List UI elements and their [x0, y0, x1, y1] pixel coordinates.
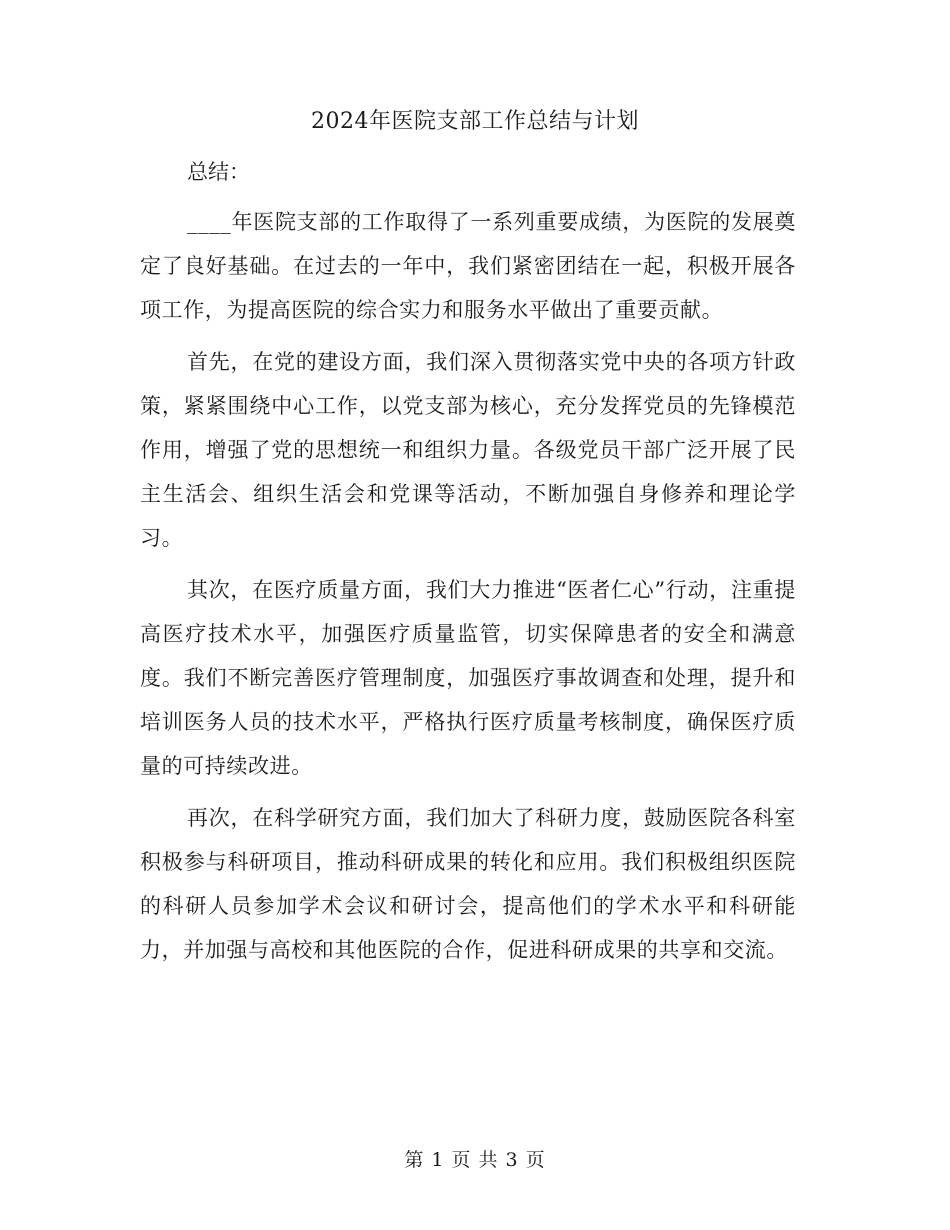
page-number-footer: 第 1 页 共 3 页: [404, 1149, 546, 1171]
summary-label: 总结：: [187, 160, 250, 184]
paragraph-intro: ____年医院支部的工作取得了一系列重要成绩，为医院的发展奠定了良好基础。在过去的一年中，我们紧密团结在一起，积极开展各项工作，为提高医院的综合实力和服务水平做出了重要贡献。: [140, 210, 796, 322]
paragraph-research: 再次，在科学研究方面，我们加大了科研力度，鼓励医院各科室积极参与科研项目，推动科研成果的转化和应用。我们积极组织医院的科研人员参加学术会议和研讨会，提高他们的学术水平和科研能力，并加强与高校和其他医院的合作，促进科研成果的共享和交流。: [140, 806, 796, 962]
document-body: [140, 152, 796, 972]
paragraph-party-building: 首先，在党的建设方面，我们深入贯彻落实党中央的各项方针政策，紧紧围绕中心工作，以党支部为核心，充分发挥党员的先锋模范作用，增强了党的思想统一和组织力量。各级党员干部广泛开展了民主生活会、组织生活会和党课等活动，不断加强自身修养和理论学习。: [140, 350, 796, 550]
document-title: 2024年医院支部工作总结与计划: [311, 109, 639, 134]
paragraph-medical-quality: 其次，在医疗质量方面，我们大力推进“医者仁心”行动，注重提高医疗技术水平，加强医疗质量监管，切实保障患者的安全和满意度。我们不断完善医疗管理制度，加强医疗事故调查和处理，提升和培训医务人员的技术水平，严格执行医疗质量考核制度，确保医疗质量的可持续改进。: [140, 578, 796, 778]
